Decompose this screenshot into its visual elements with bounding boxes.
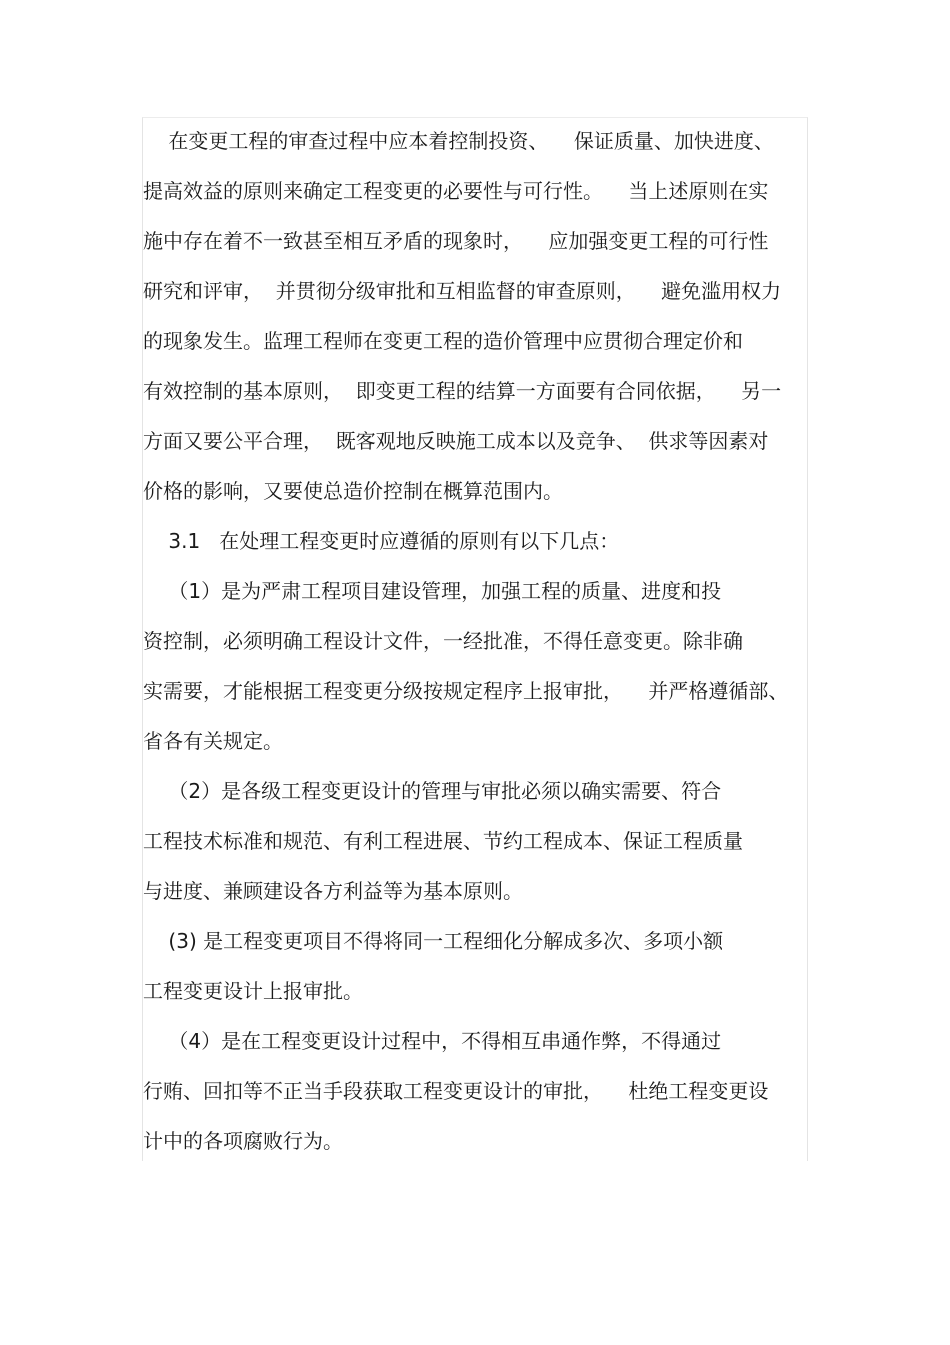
text-line: 施中存在着不一致甚至相互矛盾的现象时， 应加强变更工程的可行性 (143, 229, 769, 253)
text-line: 实需要，才能根据工程变更分级按规定程序上报审批， 并严格遵循部、 (143, 679, 789, 703)
text-line: 价格的影响，又要使总造价控制在概算范围内。 (143, 479, 563, 503)
text-line: 与进度、兼顾建设各方利益等为基本原则。 (143, 879, 523, 903)
text-line: （2）是各级工程变更设计的管理与审批必须以确实需要、符合 (143, 779, 722, 803)
text-line: 有效控制的基本原则， 即变更工程的结算一方面要有合同依据， 另一 (143, 379, 782, 403)
text-line: 方面又要公平合理， 既客观地反映施工成本以及竞争、 供求等因素对 (143, 429, 769, 453)
text-line: （1）是为严肃工程项目建设管理，加强工程的质量、进度和投 (143, 579, 722, 603)
text-line: 计中的各项腐败行为。 (143, 1129, 343, 1153)
text-line: 提高效益的原则来确定工程变更的必要性与可行性。 当上述原则在实 (143, 179, 769, 203)
text-line: 工程变更设计上报审批。 (143, 979, 363, 1003)
text-line: 资控制，必须明确工程设计文件，一经批准，不得任意变更。除非确 (143, 629, 743, 653)
text-line: 工程技术标准和规范、有利工程进展、节约工程成本、保证工程质量 (143, 829, 743, 853)
section-heading: 3.1 在处理工程变更时应遵循的原则有以下几点： (143, 529, 620, 553)
text-line: 的现象发生。监理工程师在变更工程的造价管理中应贯彻合理定价和 (143, 329, 743, 353)
text-line: (3) 是工程变更项目不得将同一工程细化分解成多次、多项小额 (143, 929, 724, 953)
text-line: 行贿、回扣等不正当手段获取工程变更设计的审批， 杜绝工程变更设 (143, 1079, 769, 1103)
text-line: （4）是在工程变更设计过程中，不得相互串通作弊，不得通过 (143, 1029, 722, 1053)
text-line: 在变更工程的审查过程中应本着控制投资、 保证质量、加快进度、 (143, 129, 774, 153)
text-line: 研究和评审， 并贯彻分级审批和互相监督的审查原则， 避免滥用权力 (143, 279, 782, 303)
text-line: 省各有关规定。 (143, 729, 283, 753)
